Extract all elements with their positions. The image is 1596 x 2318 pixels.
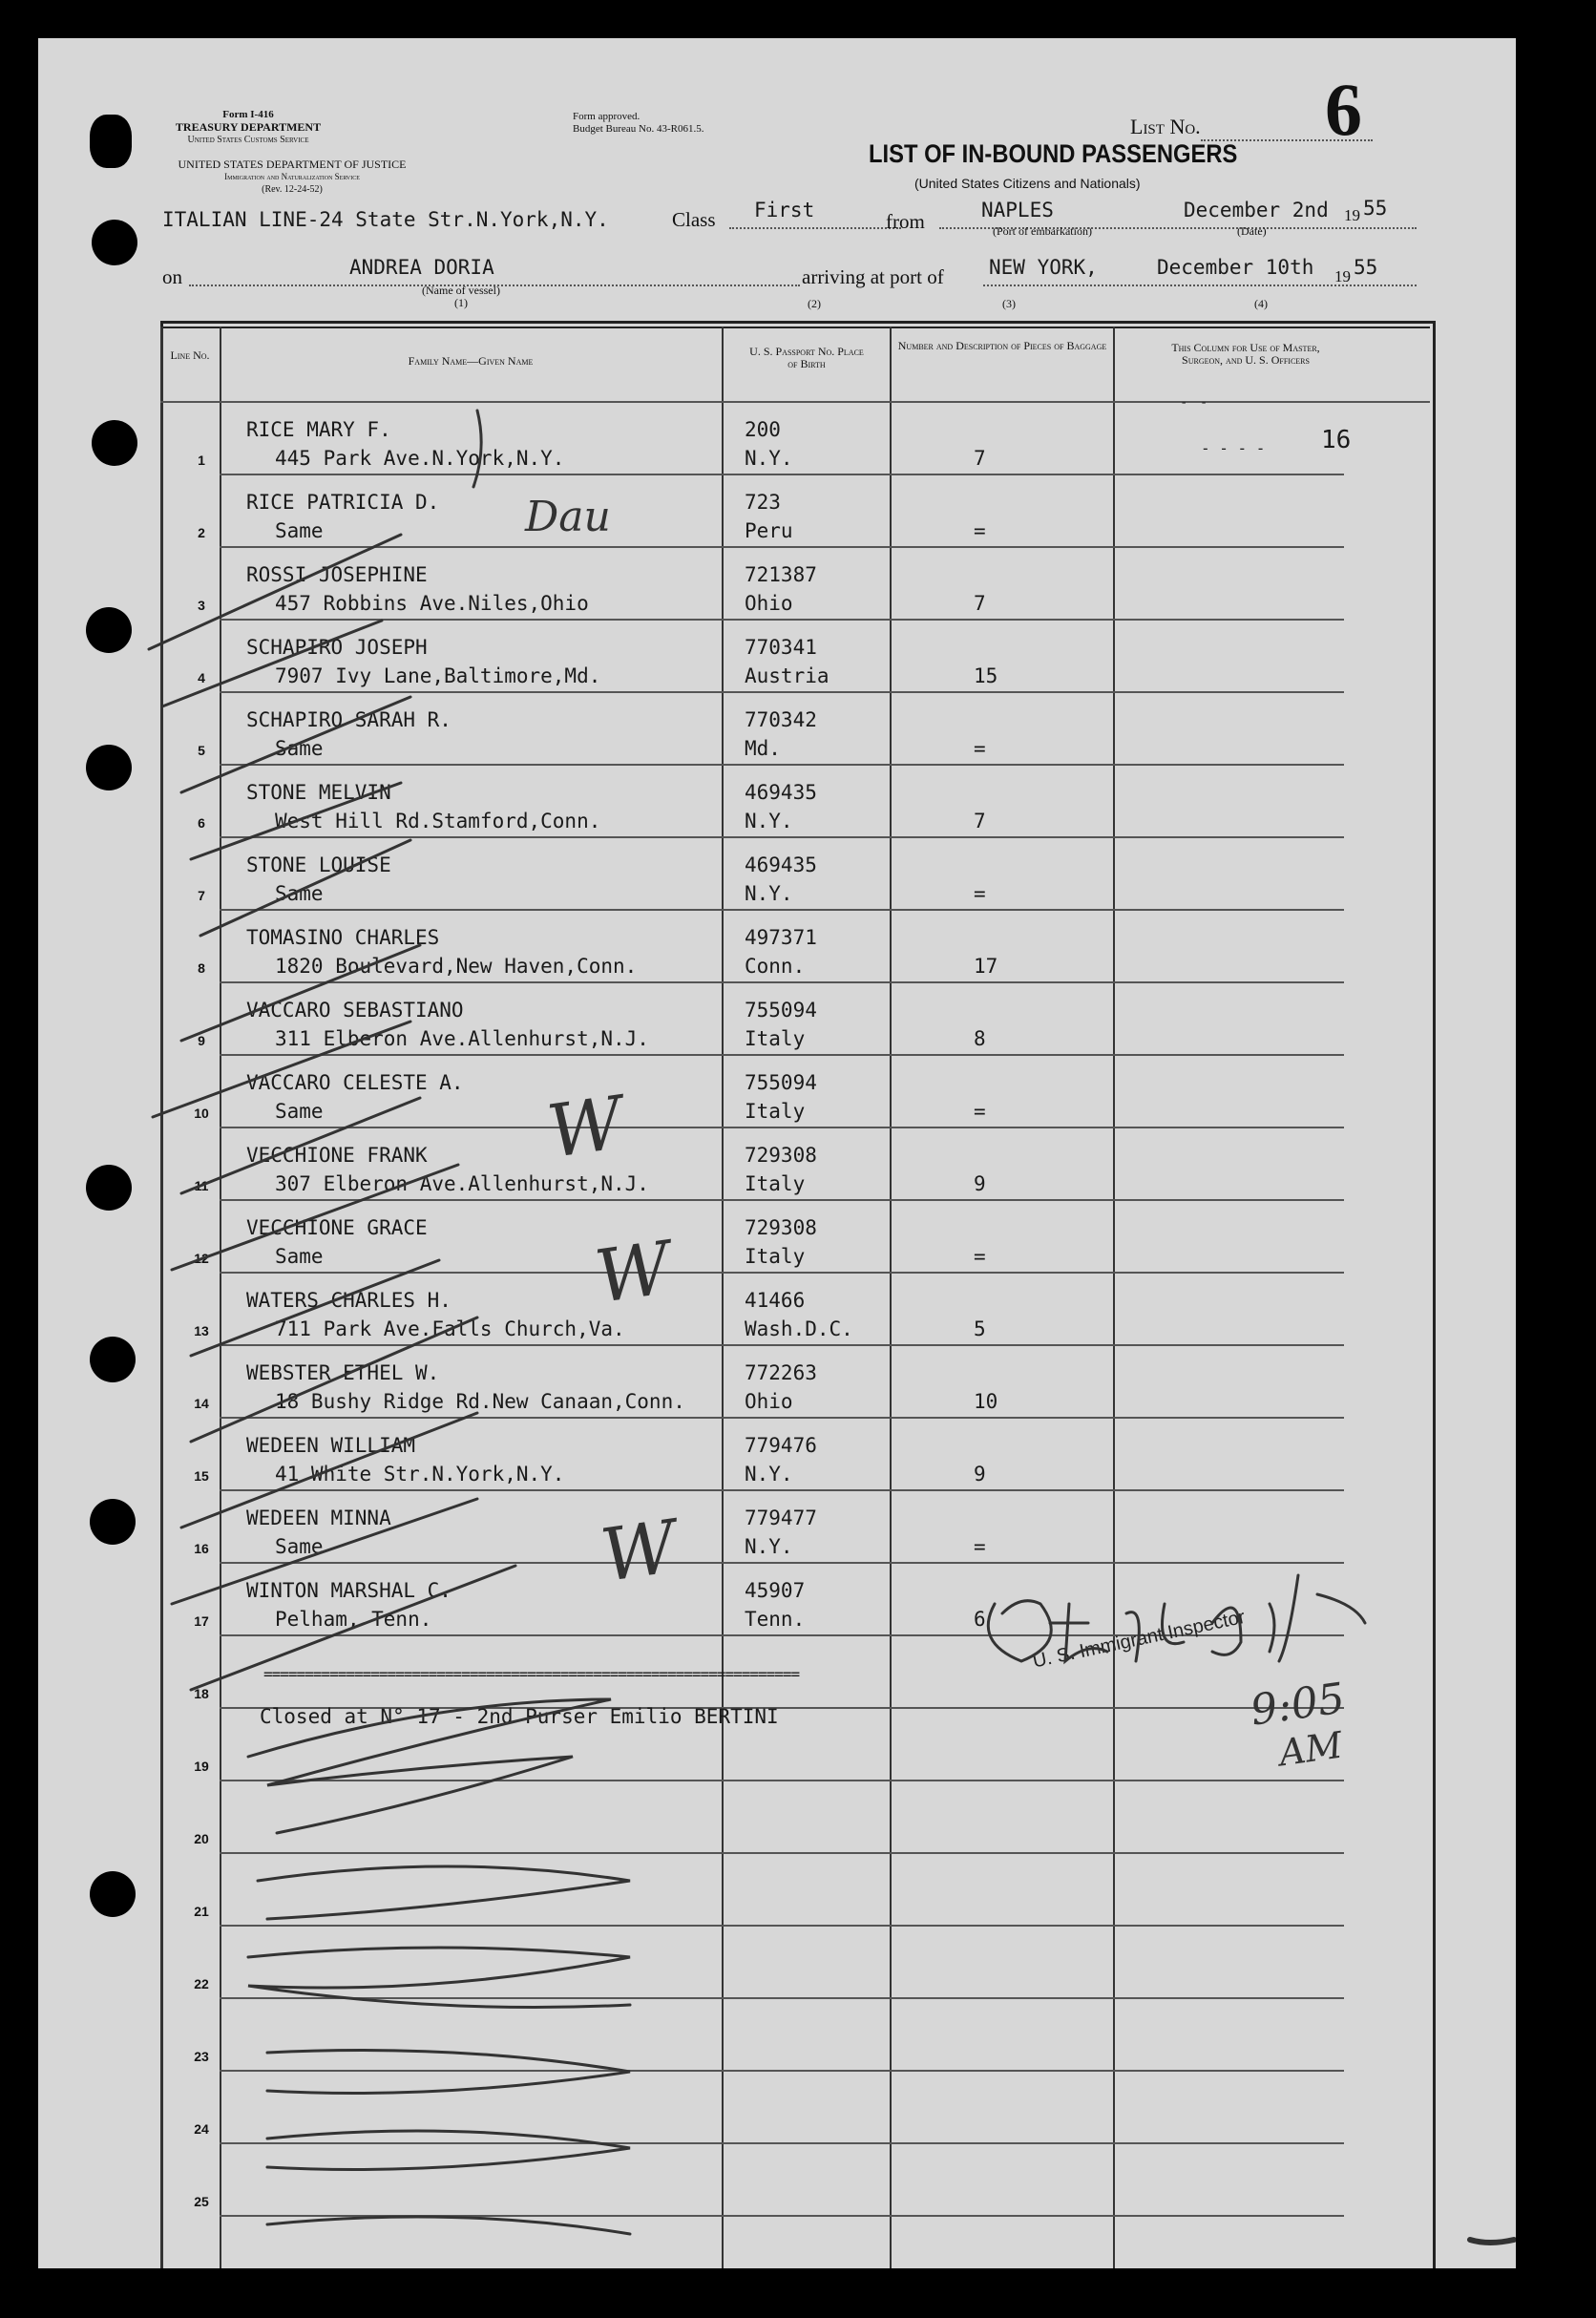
line-number: 22 <box>194 1976 209 1991</box>
passenger-name: STONE LOUISE <box>246 853 391 876</box>
line-number: 7 <box>198 888 205 903</box>
caption-4: (4) <box>1254 297 1268 310</box>
place-of-birth: N.Y. <box>745 882 793 905</box>
passenger-name: RICE MARY F. <box>246 418 391 441</box>
line-number: 8 <box>198 960 205 976</box>
passport-number: 779477 <box>745 1507 817 1529</box>
passport-number: 497371 <box>745 926 817 949</box>
stamp-ampm: AM <box>1276 1723 1346 1775</box>
place-of-birth: N.Y. <box>745 810 793 832</box>
justice-dept: UNITED STATES DEPARTMENT OF JUSTICE <box>178 158 407 171</box>
passenger-address: Same <box>275 1535 324 1558</box>
baggage-count: = <box>974 519 986 542</box>
cross-out-stroke <box>248 1699 611 1833</box>
baggage-count: = <box>974 1245 986 1268</box>
immigration-service: Immigration and Naturalization Service <box>224 172 360 181</box>
line-number: 15 <box>194 1468 209 1484</box>
arriving-label: arriving at port of <box>802 265 944 288</box>
handwritten-dau: Dau <box>525 493 611 541</box>
passenger-address: 7907 Ivy Lane,Baltimore,Md. <box>275 664 601 687</box>
corner-mark <box>1470 2240 1514 2243</box>
line-number: 10 <box>194 1106 209 1121</box>
passenger-name: WEDEEN MINNA <box>246 1507 391 1529</box>
arrival-year: 55 <box>1354 256 1378 279</box>
passenger-address: West Hill Rd.Stamford,Conn. <box>275 810 601 832</box>
baggage-count: 5 <box>974 1317 986 1340</box>
passenger-address: 311 Elberon Ave.Allenhurst,N.J. <box>275 1027 649 1050</box>
col-header-name: Family Name—Given Name <box>408 354 534 368</box>
baggage-count: = <box>974 1535 986 1558</box>
col-header-baggage: Number and Description of Pieces of Baggage <box>897 339 1107 352</box>
passenger-address: Same <box>275 1245 324 1268</box>
line-number: 1 <box>198 453 205 468</box>
passenger-name: WINTON MARSHAL C. <box>246 1579 452 1602</box>
passenger-address: 711 Park Ave.Falls Church,Va. <box>275 1317 625 1340</box>
revision-date: (Rev. 12-24-52) <box>262 184 323 195</box>
cross-out-stroke <box>258 1866 630 1919</box>
line-number: 25 <box>194 2194 209 2209</box>
baggage-count: 15 <box>974 664 998 687</box>
caption-2: (2) <box>808 297 821 310</box>
check-mark <box>149 535 401 649</box>
handwritten-w: W <box>596 1503 682 1599</box>
line-number: 24 <box>194 2121 209 2137</box>
passenger-name: VACCARO SEBASTIANO <box>246 999 464 1022</box>
place-of-birth: Ohio <box>745 592 793 615</box>
check-mark <box>191 1317 477 1442</box>
passenger-name: ROSSI JOSEPHINE <box>246 563 428 586</box>
line-number: 19 <box>194 1759 209 1774</box>
place-of-birth: Italy <box>745 1245 806 1268</box>
port-arrival: NEW YORK, <box>989 256 1098 279</box>
passport-number: 779476 <box>745 1434 817 1457</box>
page-title: LIST OF IN-BOUND PASSENGERS <box>869 139 1238 168</box>
passenger-name: VECCHIONE FRANK <box>246 1144 428 1167</box>
baggage-count: 17 <box>974 955 998 978</box>
line-number: 21 <box>194 1904 209 1919</box>
inspector-stamp: U. S. Immigrant Inspector <box>1031 1606 1248 1673</box>
treasury-dept: TREASURY DEPARTMENT <box>175 120 322 134</box>
passenger-address: 307 Elberon Ave.Allenhurst,N.J. <box>275 1172 649 1195</box>
check-mark <box>191 1260 439 1356</box>
signature-stroke <box>988 1601 1051 1661</box>
place-of-birth: Wash.D.C. <box>745 1317 853 1340</box>
passport-number: 755094 <box>745 1071 817 1094</box>
check-mark <box>473 411 481 487</box>
officer-count: 16 <box>1321 426 1352 454</box>
handwritten-w: W <box>542 1079 628 1175</box>
passenger-address: 41 White Str.N.York,N.Y. <box>275 1463 565 1486</box>
arrival-year-prefix: 19 <box>1334 267 1351 285</box>
passenger-name: SCHAPIRO JOSEPH <box>246 636 428 659</box>
line-number: 6 <box>198 815 205 831</box>
passenger-name: RICE PATRICIA D. <box>246 491 440 514</box>
line-number: 9 <box>198 1033 205 1048</box>
caption-3: (3) <box>1002 297 1016 310</box>
check-mark <box>181 1413 477 1528</box>
separator-line: ================================================================= <box>263 1665 800 1683</box>
stamp-time: 9:05 <box>1247 1674 1348 1736</box>
check-mark <box>191 1566 515 1690</box>
cross-out-stroke <box>267 2051 630 2094</box>
signature-stroke <box>1126 1604 1184 1661</box>
place-of-birth: Peru <box>745 519 793 542</box>
passenger-name: VECCHIONE GRACE <box>246 1216 428 1239</box>
passenger-address: 18 Bushy Ridge Rd.New Canaan,Conn. <box>275 1390 685 1413</box>
baggage-count: = <box>974 1100 986 1123</box>
baggage-count: 6 <box>974 1608 986 1631</box>
signature-stroke <box>1050 1604 1107 1661</box>
vessel-name: ANDREA DORIA <box>349 256 494 279</box>
passenger-name: TOMASINO CHARLES <box>246 926 440 949</box>
place-of-birth: Italy <box>745 1172 806 1195</box>
date-caption: (Date) <box>1237 224 1267 238</box>
passenger-address: 1820 Boulevard,New Haven,Conn. <box>275 955 638 978</box>
line-number: 20 <box>194 1831 209 1846</box>
closing-note: Closed at N° 17 - 2nd Purser Emilio BERTINI <box>260 1705 779 1728</box>
baggage-count: 7 <box>974 447 986 470</box>
class-value: First <box>754 199 815 221</box>
passenger-name: WATERS CHARLES H. <box>246 1289 452 1312</box>
passenger-address: Same <box>275 882 324 905</box>
check-mark <box>181 1098 420 1193</box>
departure-year: 55 <box>1363 197 1388 220</box>
col-header-passport: U. S. Passport No. Place of Birth <box>749 345 864 370</box>
officer-dashes: - - <box>1180 395 1210 411</box>
check-mark <box>181 945 420 1041</box>
year-prefix: 19 <box>1344 206 1360 224</box>
line-number: 23 <box>194 2049 209 2064</box>
line-number: 16 <box>194 1541 209 1556</box>
place-of-birth: N.Y. <box>745 1463 793 1486</box>
passenger-address: Same <box>275 519 324 542</box>
passport-number: 729308 <box>745 1144 817 1167</box>
handwritten-w: W <box>590 1224 676 1320</box>
form-number: Form I-416 <box>222 109 274 120</box>
port-caption: (Port of embarkation) <box>993 224 1092 238</box>
passport-number: 772263 <box>745 1361 817 1384</box>
on-label: on <box>162 265 182 288</box>
place-of-birth: N.Y. <box>745 447 793 470</box>
baggage-count: 10 <box>974 1390 998 1413</box>
passenger-address: Same <box>275 1100 324 1123</box>
passport-number: 729308 <box>745 1216 817 1239</box>
cross-out-stroke <box>267 2131 630 2170</box>
caption-1: (1) <box>453 296 468 309</box>
line-number: 14 <box>194 1396 209 1411</box>
line-number: 5 <box>198 743 205 758</box>
page-subtitle: (United States Citizens and Nationals) <box>914 176 1141 191</box>
list-no-label: List No. <box>1130 115 1201 138</box>
passenger-address: Pelham, Tenn. <box>275 1608 432 1631</box>
col-header-line: Line No. <box>170 348 210 362</box>
baggage-count: 7 <box>974 592 986 615</box>
vessel-caption-text: (Name of vessel) <box>422 284 500 297</box>
passport-number: 45907 <box>745 1579 806 1602</box>
passport-number: 723 <box>745 491 781 514</box>
place-of-birth: Ohio <box>745 1390 793 1413</box>
list-number: 6 <box>1325 68 1362 151</box>
passport-number: 755094 <box>745 999 817 1022</box>
passport-number: 469435 <box>745 781 817 804</box>
passenger-address: Same <box>275 737 324 760</box>
document-sheet <box>38 38 1516 2268</box>
from-label: from <box>886 210 925 233</box>
check-mark <box>162 621 382 706</box>
passport-number: 770341 <box>745 636 817 659</box>
baggage-count: = <box>974 882 986 905</box>
passenger-name: STONE MELVIN <box>246 781 391 804</box>
budget-bureau: Budget Bureau No. 43-R061.5. <box>573 123 704 135</box>
check-mark <box>200 840 410 936</box>
line-number: 2 <box>198 525 205 540</box>
line-number: 12 <box>194 1251 209 1266</box>
place-of-birth: Italy <box>745 1100 806 1123</box>
line-number: 18 <box>194 1686 209 1701</box>
place-of-birth: Tenn. <box>745 1608 806 1631</box>
arrival-date: December 10th <box>1157 256 1314 279</box>
passport-number: 200 <box>745 418 781 441</box>
line-number: 4 <box>198 670 205 685</box>
baggage-count: 9 <box>974 1172 986 1195</box>
place-of-birth: Md. <box>745 737 781 760</box>
baggage-count: 7 <box>974 810 986 832</box>
col-header-officers: This Column for Use of Master, Surgeon, and U. S. Officers <box>1171 341 1320 367</box>
place-of-birth: N.Y. <box>745 1535 793 1558</box>
line-number: 3 <box>198 598 205 613</box>
passenger-name: WEDEEN WILLIAM <box>246 1434 416 1457</box>
pen-strokes <box>38 38 1516 2268</box>
line-company: ITALIAN LINE-24 State Str.N.York,N.Y. <box>162 208 609 231</box>
cross-out-stroke <box>248 1948 630 2008</box>
baggage-count: = <box>974 737 986 760</box>
line-number: 13 <box>194 1323 209 1338</box>
class-label: Class <box>672 208 716 231</box>
customs-service: United States Customs Service <box>187 135 309 145</box>
check-mark <box>191 783 401 859</box>
passenger-address: 457 Robbins Ave.Niles,Ohio <box>275 592 589 615</box>
baggage-count: 8 <box>974 1027 986 1050</box>
signature-stroke <box>1212 1575 1365 1661</box>
form-approved: Form approved. <box>573 111 640 122</box>
passenger-name: WEBSTER ETHEL W. <box>246 1361 440 1384</box>
passenger-address: 445 Park Ave.N.York,N.Y. <box>275 447 565 470</box>
passport-number: 721387 <box>745 563 817 586</box>
place-of-birth: Austria <box>745 664 830 687</box>
passport-number: 770342 <box>745 708 817 731</box>
port-embarkation: NAPLES <box>981 199 1054 221</box>
passport-number: 469435 <box>745 853 817 876</box>
place-of-birth: Conn. <box>745 955 806 978</box>
line-number: 11 <box>194 1178 209 1193</box>
check-mark <box>181 697 410 792</box>
passenger-name: VACCARO CELESTE A. <box>246 1071 464 1094</box>
place-of-birth: Italy <box>745 1027 806 1050</box>
passenger-name: SCHAPIRO SARAH R. <box>246 708 452 731</box>
line-number: 17 <box>194 1613 209 1629</box>
passport-number: 41466 <box>745 1289 806 1312</box>
baggage-count: 9 <box>974 1463 986 1486</box>
cross-out-stroke <box>267 2217 630 2234</box>
officer-dashes: - - - - <box>1201 439 1266 457</box>
departure-date: December 2nd <box>1184 199 1329 221</box>
